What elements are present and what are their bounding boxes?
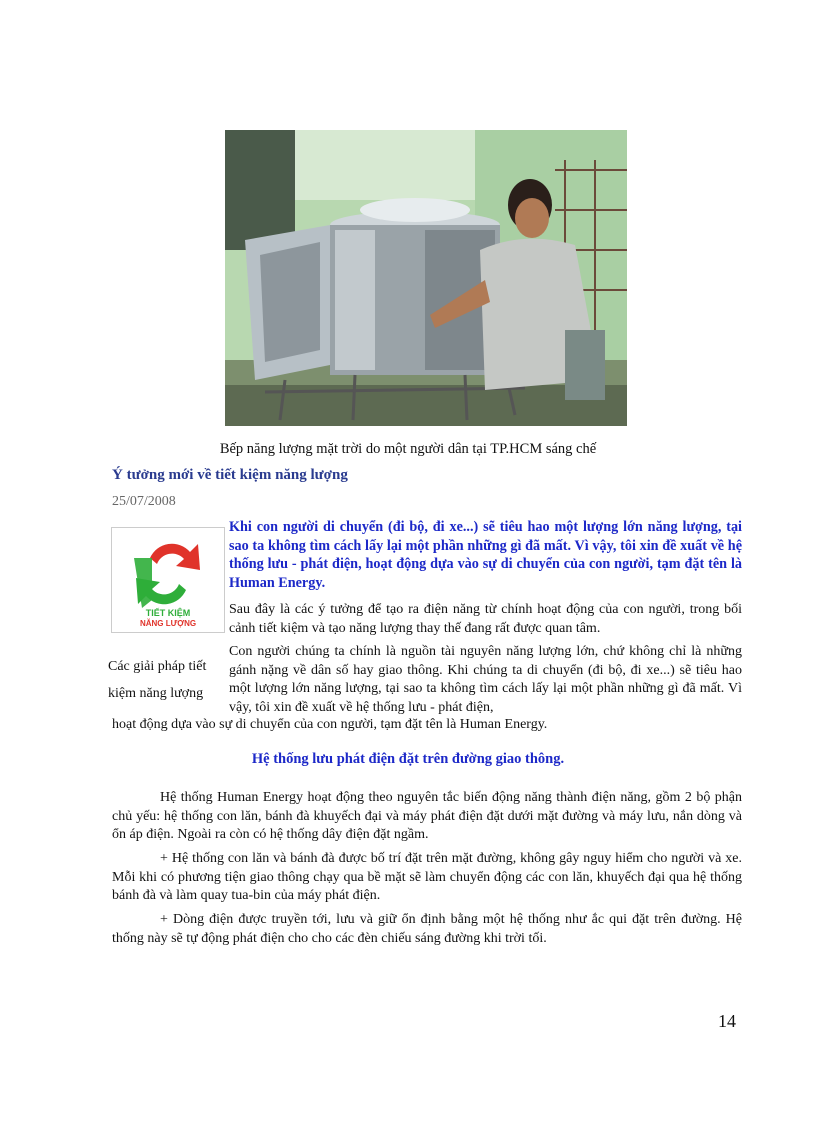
logo-caption-line2: kiệm năng lượng: [108, 686, 204, 701]
human-resource-paragraph: Con người chúng ta chính là nguồn tài nguyên năng lượng lớn, chứ không chỉ là những gánh nặng về dân số hay giao thông. Khi chúng ta di chuyển (đi bộ, đi xe...) sẽ tiêu hao một lượng lớn năng lượng, tại sao ta không tìm cách lấy lại một phần những gì đã mất. Vì vậy, tôi xin đề xuất về hệ thống lưu - phát điện,: [229, 644, 742, 715]
solar-cooker-photo: [225, 130, 627, 426]
intro-paragraph: Sau đây là các ý tưởng để tạo ra điện năng từ chính hoạt động của con người, trong bối cảnh tiết kiệm và tạo năng lượng thay thế đang rất được quan tâm.: [229, 602, 742, 636]
article-date: 25/07/2008: [112, 494, 176, 509]
section-subheading: Hệ thống lưu phát điện đặt trên đường giao thông.: [251, 751, 565, 767]
lead-paragraph: Khi con người di chuyển (đi bộ, đi xe...) sẽ tiêu hao một lượng lớn năng lượng, tại sao ta không tìm cách lấy lại một phần những gì đã mất. Vì vậy, tôi xin đề xuất về hệ thống lưu - phát điện, hoạt động dựa vào sự di chuyển của con người, tạm đặt tên là Human Energy.: [229, 519, 742, 591]
article-title: Ý tưởng mới về tiết kiệm năng lượng: [112, 467, 348, 483]
logo-caption-line1: Các giải pháp tiết: [108, 659, 207, 674]
logo-text-line2: NĂNG LƯỢNG: [139, 619, 197, 628]
logo-text-line1: TIẾT KIỆM: [145, 608, 191, 618]
human-resource-paragraph-end: hoạt động dựa vào sự di chuyển của con người, tạm đặt tên là Human Energy.: [112, 717, 548, 732]
body-paragraph-3: + Dòng điện được truyền tới, lưu và giữ ổn định bằng một hệ thống như ắc qui đặt trên đường. Hệ thống này sẽ tự động phát điện cho cho các đèn chiếu sáng đường khi trời tối.: [112, 912, 742, 946]
energy-saving-logo: [111, 527, 225, 633]
body-paragraph-1: Hệ thống Human Energy hoạt động theo nguyên tắc biến động năng thành điện năng, gồm 2 bộ phận chủ yếu: hệ thống con lăn, bánh đà khuyếch đại và máy phát điện đặt dưới mặt đường và máy lưu, nắn dòng và ổn áp điện. Ngoài ra còn có hệ thống dây điện đặt ngầm.: [112, 790, 742, 842]
body-paragraph-2: + Hệ thống con lăn và bánh đà được bố trí đặt trên mặt đường, không gây nguy hiểm cho người và xe. Mỗi khi có phương tiện giao thông chạy qua bề mặt sẽ làm chuyển động các con lăn, khuyếch đại qua hệ thống bánh đà và làm quay tua-bin của máy phát điện.: [112, 851, 742, 903]
page-number: 14: [718, 1011, 736, 1031]
figure-caption: Bếp năng lượng mặt trời do một người dân tại TP.HCM sáng chế: [219, 441, 597, 457]
